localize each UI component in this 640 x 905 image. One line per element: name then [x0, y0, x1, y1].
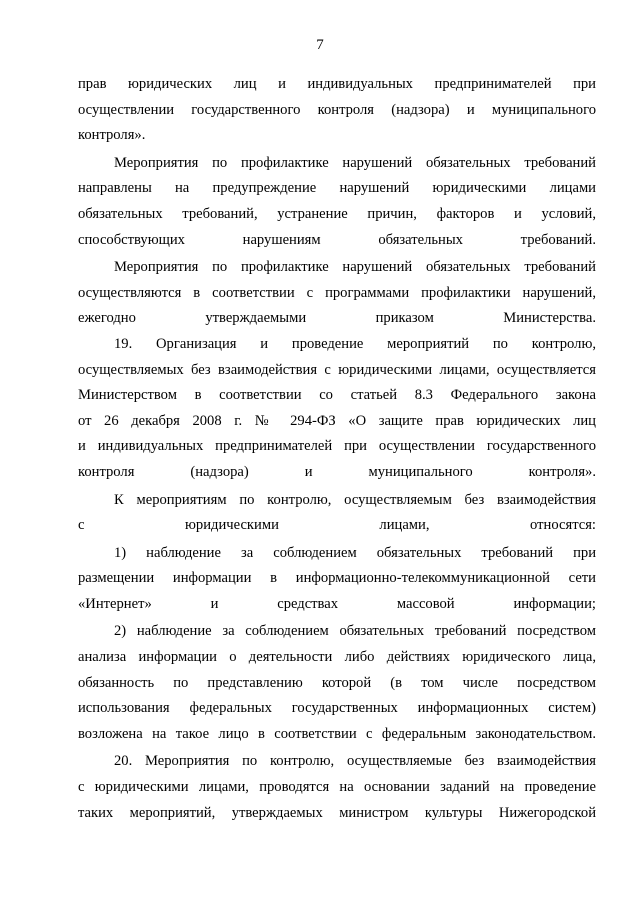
paragraph — [78, 488, 596, 539]
text-line: анализа информации о деятельности либо действиях юридического лица, — [78, 649, 596, 666]
text-line: контроля». — [78, 127, 146, 144]
paragraph — [78, 151, 596, 253]
text-line: с юридическими лицами, проводятся на основании заданий на проведение — [78, 779, 596, 796]
text-line: и индивидуальных предпринимателей при осуществлении государственного — [78, 438, 596, 455]
text-line: способствующих нарушениям обязательных требований. — [78, 231, 596, 248]
text-line: осуществлении государственного контроля (надзора) и муниципального — [78, 101, 596, 118]
page-number: 7 — [316, 37, 324, 53]
text-line: обязанность по представлению которой (в том числе посредством — [78, 674, 596, 691]
text-line: таких мероприятий, утверждаемых министром культуры Нижегородской — [78, 804, 596, 821]
text-line: с юридическими лицами, относятся: — [78, 517, 596, 534]
text-line: 1) наблюдение за соблюдением обязательных требований при — [114, 544, 596, 561]
paragraph — [78, 72, 596, 149]
text-line: направлены на предупреждение нарушений юридическими лицами — [78, 180, 596, 197]
text-line: осуществляемых без взаимодействия с юридическими лицами, осуществляется — [78, 361, 596, 378]
paragraph — [78, 332, 596, 486]
paragraph — [78, 749, 596, 826]
text-line: 20. Мероприятия по контролю, осуществляемые без взаимодействия — [114, 753, 596, 770]
text-line: прав юридических лиц и индивидуальных предпринимателей при — [78, 76, 596, 92]
text-line: 19. Организация и проведение мероприятий по контролю, — [114, 335, 596, 352]
text-line: Мероприятия по профилактике нарушений обязательных требований — [114, 154, 596, 171]
text-line: размещении информации в информационно-телекоммуникационной сети — [78, 570, 596, 587]
text-line: использования федеральных государственных информационных систем) — [78, 700, 596, 717]
text-line: осуществляются в соответствии с программами профилактики нарушений, — [78, 284, 596, 301]
text-line: возложена на такое лицо в соответствии с федеральным законодательством. — [78, 725, 596, 742]
text-line: ежегодно утверждаемыми приказом Министерства. — [78, 310, 596, 327]
text-line: 2) наблюдение за соблюдением обязательных требований посредством — [114, 623, 596, 640]
text-line: «Интернет» и средствах массовой информации; — [78, 595, 596, 612]
text-line: К мероприятиям по контролю, осуществляемым без взаимодействия — [114, 491, 596, 508]
paragraph — [78, 255, 596, 332]
text-line: от 26 декабря 2008 г. № 294-ФЗ «О защите прав юридических лиц — [78, 412, 596, 429]
text-line: Министерством в соответствии со статьей 8.3 Федерального закона — [78, 387, 596, 404]
paragraph — [78, 541, 596, 618]
paragraph — [78, 619, 596, 747]
text-line: обязательных требований, устранение причин, факторов и условий, — [78, 205, 596, 222]
text-line: Мероприятия по профилактике нарушений обязательных требований — [114, 259, 596, 276]
text-line: контроля (надзора) и муниципального контроля». — [78, 463, 596, 480]
document-body — [78, 72, 596, 826]
